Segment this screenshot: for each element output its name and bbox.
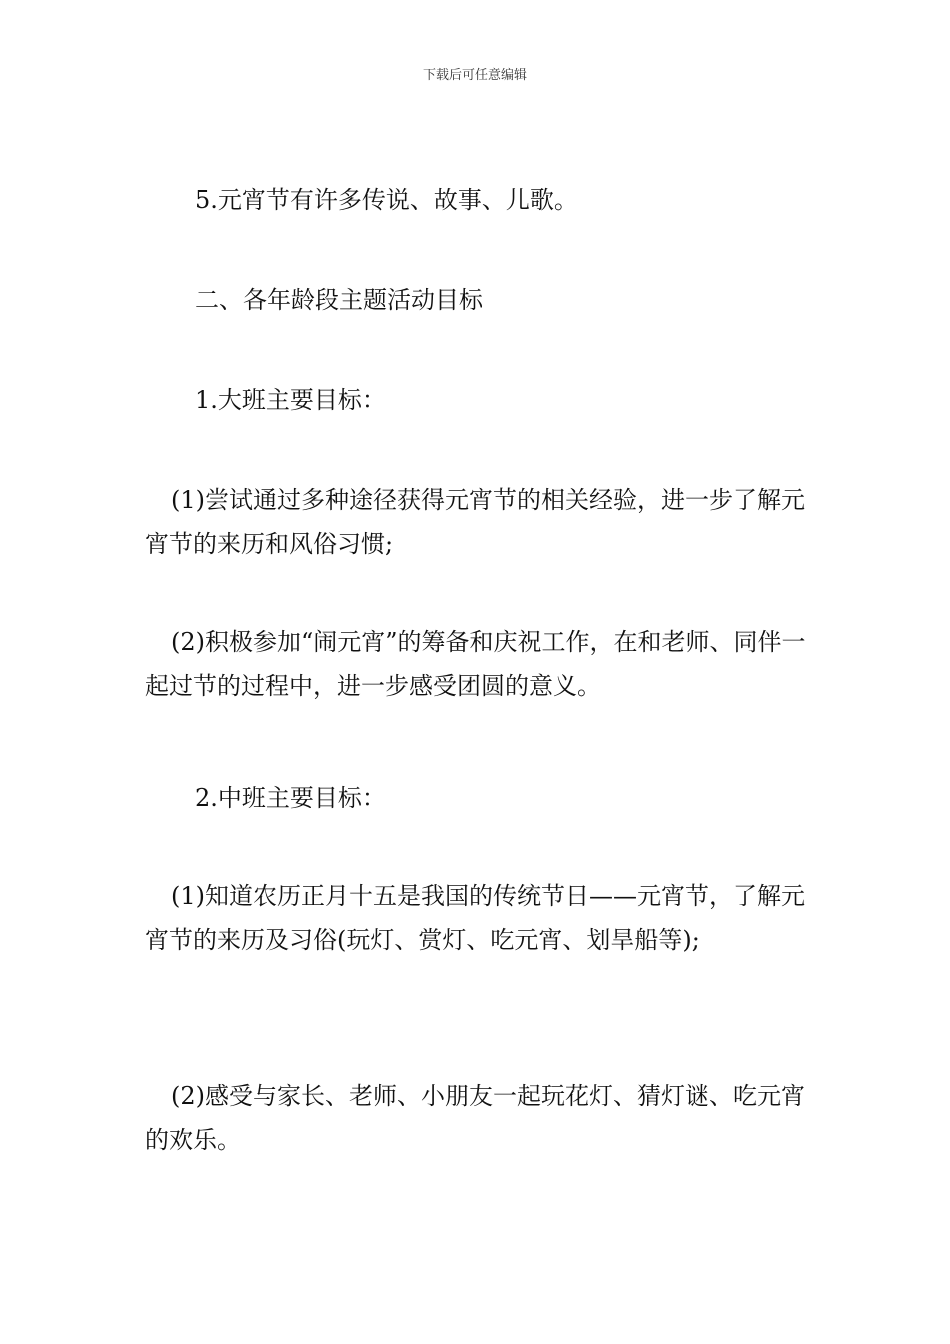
page-header: 下载后可任意编辑 bbox=[422, 68, 527, 83]
paragraph-item-5: 5.元宵节有许多传说、故事、儿歌。 bbox=[195, 186, 578, 214]
middle-goal-2: (2)感受与家长、老师、小朋友一起玩花灯、猜灯谜、吃元宵的欢乐。 bbox=[145, 1082, 805, 1154]
section-heading-goals: 二、各年龄段主题活动目标 bbox=[195, 286, 483, 314]
subheading-senior-class: 1.大班主要目标： bbox=[195, 386, 386, 414]
senior-goal-1: (1)尝试通过多种途径获得元宵节的相关经验，进一步了解元宵节的来历和风俗习惯; bbox=[145, 486, 805, 558]
middle-goal-1: (1)知道农历正月十五是我国的传统节日——元宵节，了解元宵节的来历及习俗(玩灯、赏灯、吃元宵、划旱船等); bbox=[145, 882, 805, 954]
subheading-middle-class: 2.中班主要目标： bbox=[195, 784, 386, 812]
senior-goal-2: (2)积极参加“闹元宵”的筹备和庆祝工作，在和老师、同伴一起过节的过程中，进一步感受团圆的意义。 bbox=[145, 628, 806, 700]
